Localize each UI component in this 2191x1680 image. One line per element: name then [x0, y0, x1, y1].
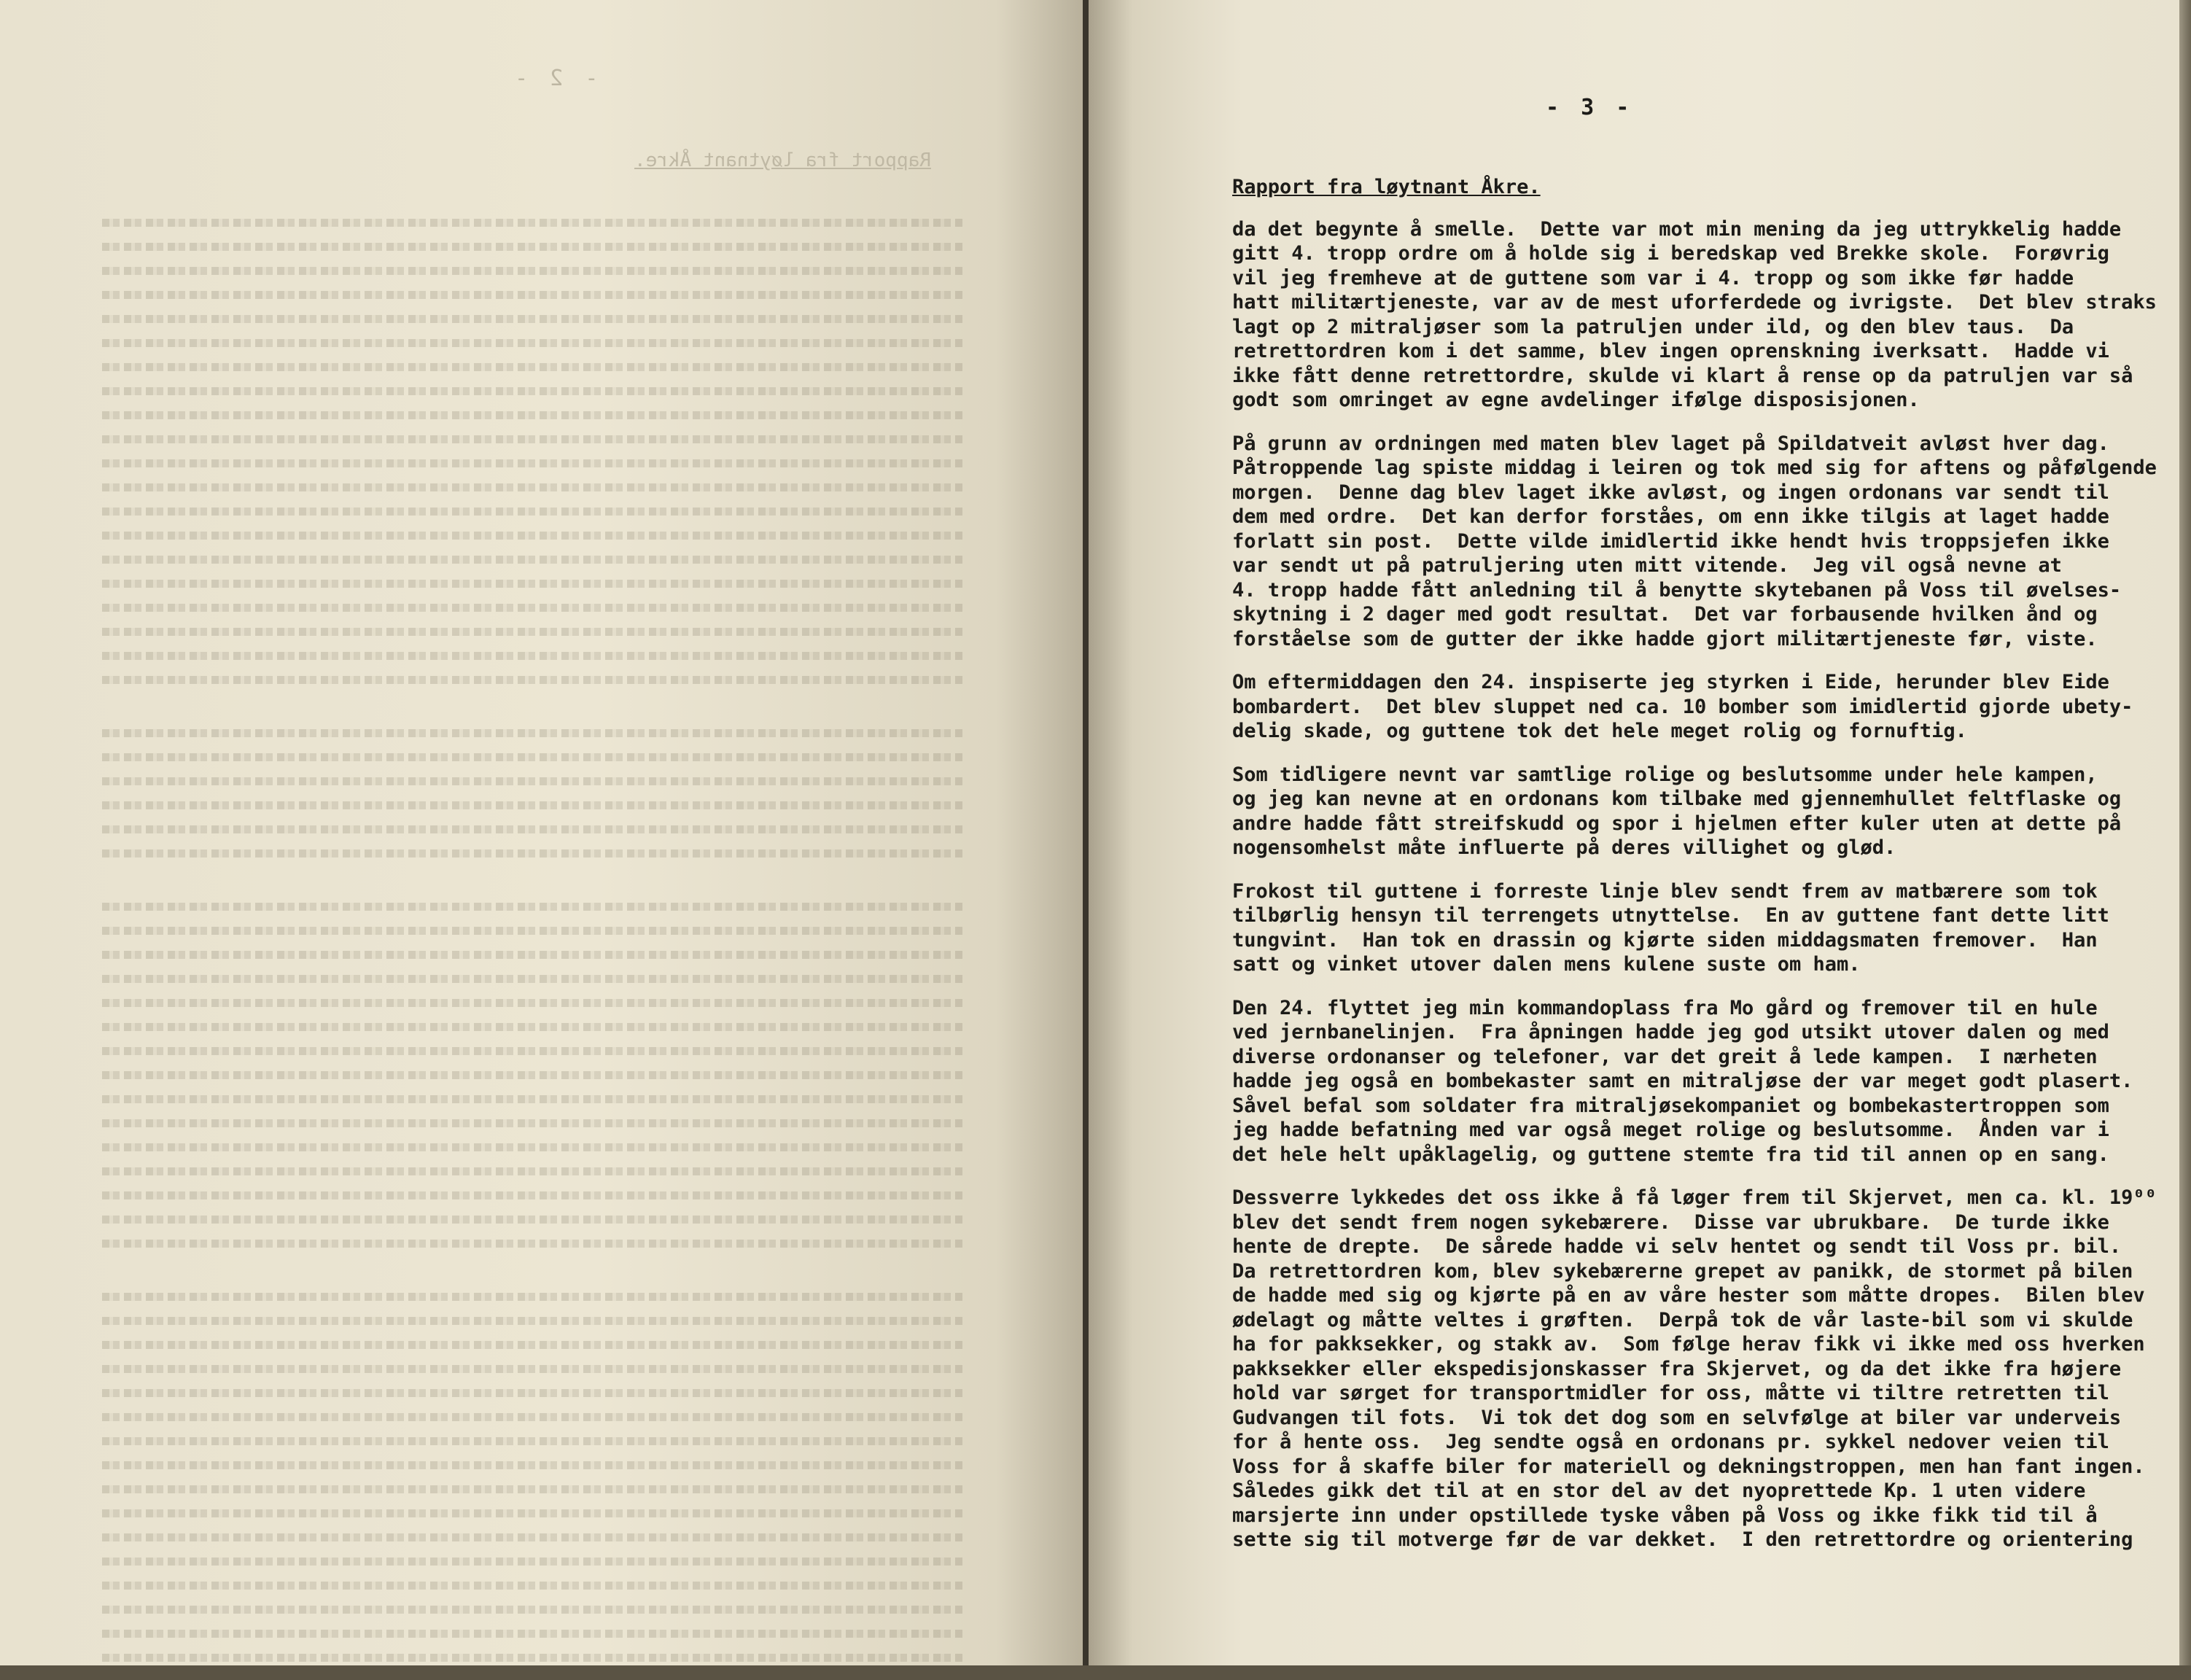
text-line: forlatt sin post. Dette vilde imidlertid ikke hendt hvis troppsjefen ikke — [1232, 529, 2109, 553]
text-line: var sendt ut på patruljering uten mitt vitende. Jeg vil også nevne at — [1232, 554, 2062, 577]
text-line: Påtroppende lag spiste middag i leiren og tok med sig for aftens og påfølgende — [1232, 456, 2157, 479]
report-paragraph — [1232, 670, 2151, 744]
report-paragraph — [1232, 1186, 2157, 1552]
text-line: satt og vinket utover dalen mens kulene suste om ham. — [1232, 953, 1861, 976]
text-line: ikke fått denne retrettordre, skulde vi klart å rense op da patruljen var så — [1232, 364, 2133, 387]
text-line: bombardert. Det blev sluppet ned ca. 10 bomber som imidlertid gjorde ubety- — [1232, 695, 2133, 718]
text-line: forståelse som de gutter der ikke hadde gjort militærtjeneste før, viste. — [1232, 627, 2098, 650]
text-line: nogensomhelst måte influerte på deres villighet og glød. — [1232, 836, 1896, 859]
text-line: Da retrettordren kom, blev sykebærerne grepet av panikk, de stormet på bilen — [1232, 1259, 2133, 1283]
text-line: hold var sørget for transportmidler for oss, måtte vi tiltre retretten til — [1232, 1382, 2109, 1404]
text-line: ha for pakksekker, og stakk av. Som følge herav fikk vi ikke med oss hverken — [1232, 1333, 2145, 1356]
text-line: godt som omringet av egne avdelinger ifølge disposisjonen. — [1232, 389, 1920, 411]
text-line: Dessverre lykkedes det oss ikke å få løger frem til Skjervet, men ca. kl. 19⁰⁰ — [1232, 1186, 2157, 1209]
report-paragraph — [1232, 996, 2151, 1167]
report-paragraph — [1232, 217, 2157, 413]
text-line: skytning i 2 dager med godt resultat. Det var forbausende hvilken ånd og — [1232, 603, 2098, 626]
text-line: dem med ordre. Det kan derfor forståes, om enn ikke tilgis at laget hadde — [1232, 505, 2109, 528]
text-line: pakksekker eller ekspedisjonskasser fra Skjervet, og da det ikke fra højere — [1232, 1357, 2122, 1380]
report-paragraph — [1232, 763, 2151, 860]
text-line: Frokost til guttene i forreste linje blev sendt frem av matbærere som tok — [1232, 879, 2098, 903]
text-line: På grunn av ordningen med maten blev laget på Spildatveit avløst hver dag. — [1232, 432, 2109, 455]
text-line: hadde jeg også en bombekaster samt en mitraljøse der var meget godt plasert. — [1232, 1070, 2133, 1092]
left-page-bleed-through-text — [102, 219, 962, 1678]
right-page-number: - 3 - — [1546, 95, 1634, 120]
left-page-number: - 2 - — [510, 66, 599, 91]
text-line: ved jernbanelinjen. Fra åpningen hadde jeg god utsikt utover dalen og med — [1232, 1021, 2109, 1043]
text-line: gitt 4. tropp ordre om å holde sig i beredskap ved Brekke skole. Forøvrig — [1232, 242, 2109, 265]
text-line: Den 24. flyttet jeg min kommandoplass fra Mo gård og fremover til en hule — [1232, 996, 2098, 1019]
book-spine — [1083, 0, 1089, 1680]
text-line: det hele helt upåklagelig, og guttene stemte fra tid til annen op en sang. — [1232, 1143, 2109, 1166]
text-line: blev det sendt frem nogen sykebærere. Disse var ubrukbare. De turde ikke — [1232, 1210, 2109, 1234]
text-line: tilbørlig hensyn til terrengets utnyttelse. En av guttene fant dette litt — [1232, 904, 2109, 927]
text-line: Gudvangen til fots. Vi tok det dog som en selvfølge at biler var underveis — [1232, 1406, 2122, 1429]
left-page-heading: Rapport fra løytnant Åkre. — [634, 149, 931, 171]
text-line: vil jeg fremheve at de guttene som var i 4. tropp og som ikke før hadde — [1232, 266, 2074, 289]
text-line: hatt militærtjeneste, var av de mest uforferdede og ivrigste. Det blev straks — [1232, 291, 2157, 314]
text-line: Således gikk det til at en stor del av det nyoprettede Kp. 1 uten videre — [1232, 1479, 2086, 1502]
report-paragraph — [1232, 879, 2151, 977]
text-line: Voss for å skaffe biler for materiell og dekningstroppen, men han fant ingen. — [1232, 1455, 2145, 1478]
text-line: delig skade, og guttene tok det hele meget rolig og fornuftig. — [1232, 720, 1967, 742]
left-page — [0, 0, 1083, 1680]
text-line: morgen. Denne dag blev laget ikke avløst, og ingen ordonans var sendt til — [1232, 481, 2109, 504]
text-line: Om eftermiddagen den 24. inspiserte jeg styrken i Eide, herunder blev Eide — [1232, 671, 2109, 693]
text-line: tungvint. Han tok en drassin og kjørte siden middagsmaten fremover. Han — [1232, 928, 2098, 952]
text-line: marsjerte inn under opstillede tyske våben på Voss og ikke fikk tid til å — [1232, 1504, 2098, 1527]
text-line: Som tidligere nevnt var samtlige rolige og beslutsomme under hele kampen, — [1232, 763, 2098, 786]
text-line: retrettordren kom i det samme, blev ingen oprenskning iverksatt. Hadde vi — [1232, 340, 2109, 362]
page-edge — [2179, 0, 2191, 1680]
text-line: diverse ordonanser og telefoner, var det greit å lede kampen. I nærheten — [1232, 1045, 2098, 1068]
bottom-edge — [0, 1665, 2191, 1680]
text-line: andre hadde fått streifskudd og spor i hjelmen efter kuler uten at dette på — [1232, 812, 2122, 835]
text-line: lagt op 2 mitraljøser som la patruljen under ild, og den blev taus. Da — [1232, 315, 2074, 338]
text-line: for å hente oss. Jeg sendte også en ordonans pr. sykkel nedover veien til — [1232, 1431, 2109, 1453]
report-body — [1232, 217, 2157, 1552]
text-line: de hadde med sig og kjørte på en av våre hester som måtte dropes. Bilen blev — [1232, 1284, 2145, 1307]
right-page-content — [1232, 120, 2157, 1571]
text-line: da det begynte å smelle. Dette var mot min mening da jeg uttrykkelig hadde — [1232, 217, 2122, 241]
report-paragraph — [1232, 432, 2157, 652]
text-line: sette sig til motverge før de var dekket. I den retrettordre og orientering — [1232, 1528, 2133, 1551]
report-heading: Rapport fra løytnant Åkre. — [1232, 176, 1541, 198]
text-line: 4. tropp hadde fått anledning til å benytte skytebanen på Voss til øvelses- — [1232, 578, 2122, 602]
text-line: og jeg kan nevne at en ordonans kom tilbake med gjennemhullet feltflaske og — [1232, 788, 2122, 810]
text-line: jeg hadde befatning med var også meget rolige og beslutsomme. Ånden var i — [1232, 1119, 2109, 1141]
text-line: hente de drepte. De sårede hadde vi selv hentet og sendt til Voss pr. bil. — [1232, 1235, 2122, 1258]
text-line: ødelagt og måtte veltes i grøften. Derpå tok de vår laste-bil som vi skulde — [1232, 1308, 2133, 1331]
text-line: Såvel befal som soldater fra mitraljøsekompaniet og bombekastertroppen som — [1232, 1094, 2109, 1117]
